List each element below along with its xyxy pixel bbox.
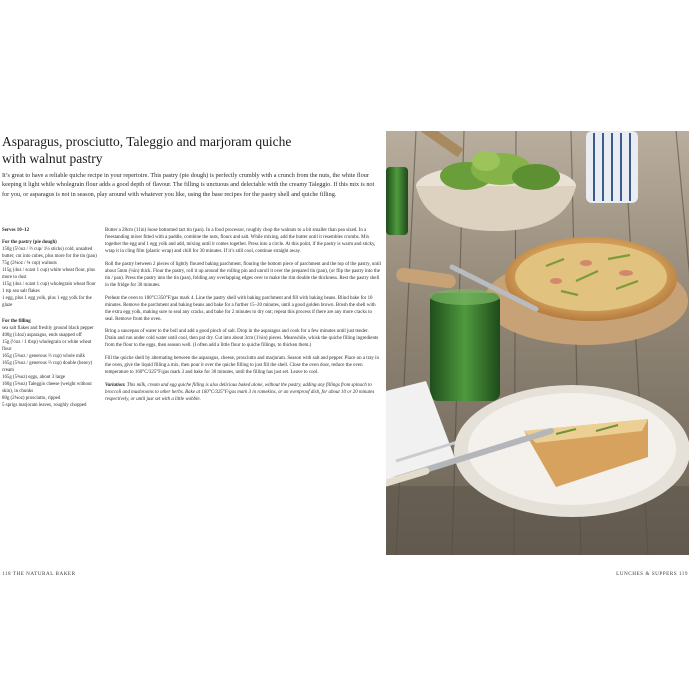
ingredient-item: 400g (14oz) asparagus, ends snapped off	[2, 332, 82, 338]
ingredient-item: 165g (5¾oz / generous ⅔ cup) whole milk	[2, 353, 85, 359]
ingredient-item: 115g (4oz / scant 1 cup) white wheat flour, plus more to dust	[2, 268, 96, 281]
footer-left-folio: 118 THE NATURAL BAKER	[2, 571, 76, 577]
quiche-photo-illustration	[386, 131, 689, 555]
ingredient-item: 160g (5¾oz) Taleggio cheese (weight without skin), in chunks	[2, 381, 92, 394]
recipe-title: Asparagus, prosciutto, Taleggio and marjoram quiche with walnut pastry	[2, 134, 292, 166]
ingredient-item: 15g (½oz / 1 tbsp) wholegrain or white wheat flour	[2, 339, 92, 352]
serves-label: Serves 10–12	[2, 228, 30, 233]
method-column	[105, 227, 381, 409]
left-page	[0, 131, 386, 586]
variation-note	[105, 382, 381, 403]
ingredient-item: 80g (2¾oz) prosciutto, ripped	[2, 396, 61, 402]
filling-heading: For the filling	[2, 318, 31, 324]
variation-label: Variation:	[105, 383, 126, 389]
method-step: Butter a 28cm (11in) loose bottomed tart tin (pan). In a food processor, roughly chop the walnuts to a bit smaller than pea sized. In a freestanding mixer fitted with a paddle, combine the nuts, flours and salt. While mixing, add the butter until it resembles crumbs. Mix together the egg and 1 egg yolk and add, mixing until it comes together. Press into a circle. At this point, if the pastry is warm and sticky, wrap it in cling film (plastic wrap) and chill for 30 minutes. If it’s still cool, continue straight away.	[105, 228, 376, 255]
recipe-intro: It’s great to have a reliable quiche recipe in your repertoire. This pastry (pie dough) is perfectly crumbly with a crunch from the nuts, the white flour keeping it light while wholegrain flour adds a good depth of flavour. The filling is unctuous and delectable with the creamy Taleggio. If this mix is not for you, or asparagus is not in season, play around with whatever you like, using the base recipes for the pastry shell and quiche filling.	[2, 172, 375, 198]
ingredient-item: 165g (5¾oz) eggs, about 3 large	[2, 374, 66, 380]
pastry-heading: For the pastry (pie dough)	[2, 240, 57, 246]
method-step: Preheat the oven to 180°C/350°F/gas mark 4. Line the pastry shell with baking parchment and fill with baking beans. Blind bake for 10 minutes. Remove the parchment and baking beans and bake for a further 15–20 minutes, until a good golden brown. Brush the shell with the extra egg yolk, making sure to seal any cracks, and bake for 2 minutes to dry out; repeat this process if there are any more cracks to seal. Remove from the oven.	[105, 295, 376, 322]
ingredient-item: 150g (5½oz / ⅔ cup/ 1¼ sticks) cold, unsalted butter, cut into cubes, plus more for the tin (pan)	[2, 247, 97, 260]
method-step: Fill the quiche shell by alternating between the asparagus, cheese, prosciutto and marjoram. Season with salt and pepper. Place on a tray in the oven, give the liquid filling a mix, then pour it over the quiche filling to just fill the shell. Close the oven door, reduce the oven temperature to 160°C/325°F/gas mark 3 and bake for 30 minutes, until the filling has just set. Leave to cool.	[105, 356, 379, 376]
footer-right-folio: LUNCHES & SUPPERS 119	[616, 571, 688, 577]
ingredient-item: 5 sprigs marjoram leaves, roughly chopped	[2, 403, 87, 409]
book-spread	[0, 131, 700, 586]
method-step: Roll the pastry between 2 pieces of lightly floured baking parchment, flouring the bottom piece of parchment and the top of the pastry, until about 5mm (¼in) thick. Flour the pastry, roll it up around the rolling pin and unroll it over the prepared tin (pan), (or flip the pastry into the tin / pan). Press the pastry into the tin (pan), folding any overlapping edges over to make the rim double the thickness. Rest the pastry shell in the fridge for 30 minutes.	[105, 261, 381, 288]
ingredient-item: 115g (4oz / scant 1 cup) wholegrain wheat flour	[2, 282, 96, 288]
quiche-photo	[386, 131, 689, 555]
ingredient-item: sea salt flakes and freshly ground black pepper	[2, 325, 94, 331]
ingredient-item: 165g (5¾oz / generous ⅔ cup) double (heavy) cream	[2, 360, 93, 373]
method-step: Bring a saucepan of water to the boil and add a good pinch of salt. Drop in the asparagus and cook for a few minutes until just tender. Drain and run under cold water until cool, then pat dry. Cut into about 3cm (1¼in) pieces. Meanwhile, whisk the quiche filling ingredients from the flour to the eggs, then season well. (I often add a little flour to quiche fillings, to thicken them.)	[105, 329, 379, 349]
variation-text: This milk, cream and egg quiche filling is also delicious baked alone, without the pastry, adding any fillings from spinach to broccoli and mushrooms to other herbs. Bake at 160°C/325°F/gas mark 3 in ramekins, or an ovenproof dish, for about 10 or 20 minutes respectively, or until just set with a little wobble.	[105, 383, 375, 403]
ingredients-column	[2, 227, 100, 409]
ingredient-item: 1 tsp sea salt flakes	[2, 289, 40, 295]
ingredient-item: 1 egg, plus 1 egg yolk, plus 1 egg yolk for the glaze	[2, 296, 92, 309]
ingredient-item: 75g (2¾oz / ¾ cup) walnuts	[2, 261, 57, 267]
